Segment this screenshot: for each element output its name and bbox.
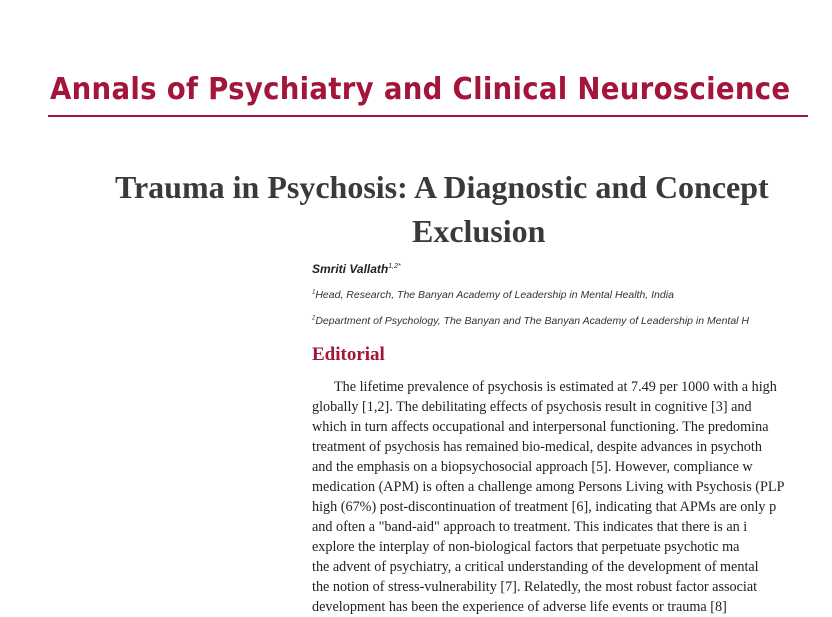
- body-line: which in turn affects occupational and interpersonal functioning. The predomina: [312, 419, 769, 435]
- body-line: The lifetime prevalence of psychosis is estimated at 7.49 per 1000 with a high: [334, 379, 777, 395]
- body-line: the notion of stress-vulnerability [7]. Relatedly, the most robust factor associat: [312, 579, 758, 595]
- body-line: medication (APM) is often a challenge among Persons Living with Psychosis (PLP: [312, 479, 785, 495]
- body-line: high (67%) post-discontinuation of treatment [6], indicating that APMs are only p: [312, 499, 777, 515]
- body-line: the advent of psychiatry, a critical understanding of the development of mental: [312, 559, 759, 575]
- body-line: explore the interplay of non-biological factors that perpetuate psychotic ma: [312, 539, 740, 555]
- journal-title: Annals of Psychiatry and Clinical Neuroscience: [50, 72, 791, 107]
- body-line: and often a "band-aid" approach to treatment. This indicates that there is an i: [312, 519, 748, 535]
- section-heading-editorial: Editorial: [312, 344, 385, 365]
- article-title-line-1: Trauma in Psychosis: A Diagnostic and Concept: [115, 169, 769, 205]
- author-name: Smriti Vallath: [312, 262, 389, 276]
- body-line: globally [1,2]. The debilitating effects of psychosis result in cognitive [3] and: [312, 399, 752, 415]
- affiliation-1-marker: 1: [312, 289, 316, 296]
- author-markers: 1,2*: [388, 263, 401, 270]
- affiliation-2-marker: 2: [312, 315, 316, 322]
- article-title-line-2: Exclusion: [412, 213, 546, 249]
- body-line: treatment of psychosis has remained bio-medical, despite advances in psychoth: [312, 439, 762, 455]
- journal-title-rule: [48, 115, 808, 117]
- author-line: [312, 262, 401, 276]
- affiliation-2: [312, 315, 749, 327]
- affiliation-1-text: Head, Research, The Banyan Academy of Leadership in Mental Health, India: [315, 289, 674, 301]
- affiliation-2-text: Department of Psychology, The Banyan and The Banyan Academy of Leadership in Mental H: [315, 315, 750, 327]
- body-line: and the emphasis on a biopsychosocial approach [5]. However, compliance w: [312, 459, 753, 475]
- body-line: development has been the experience of adverse life events or trauma [8]: [312, 599, 727, 615]
- affiliation-1: [312, 289, 674, 301]
- editorial-body: [312, 377, 832, 617]
